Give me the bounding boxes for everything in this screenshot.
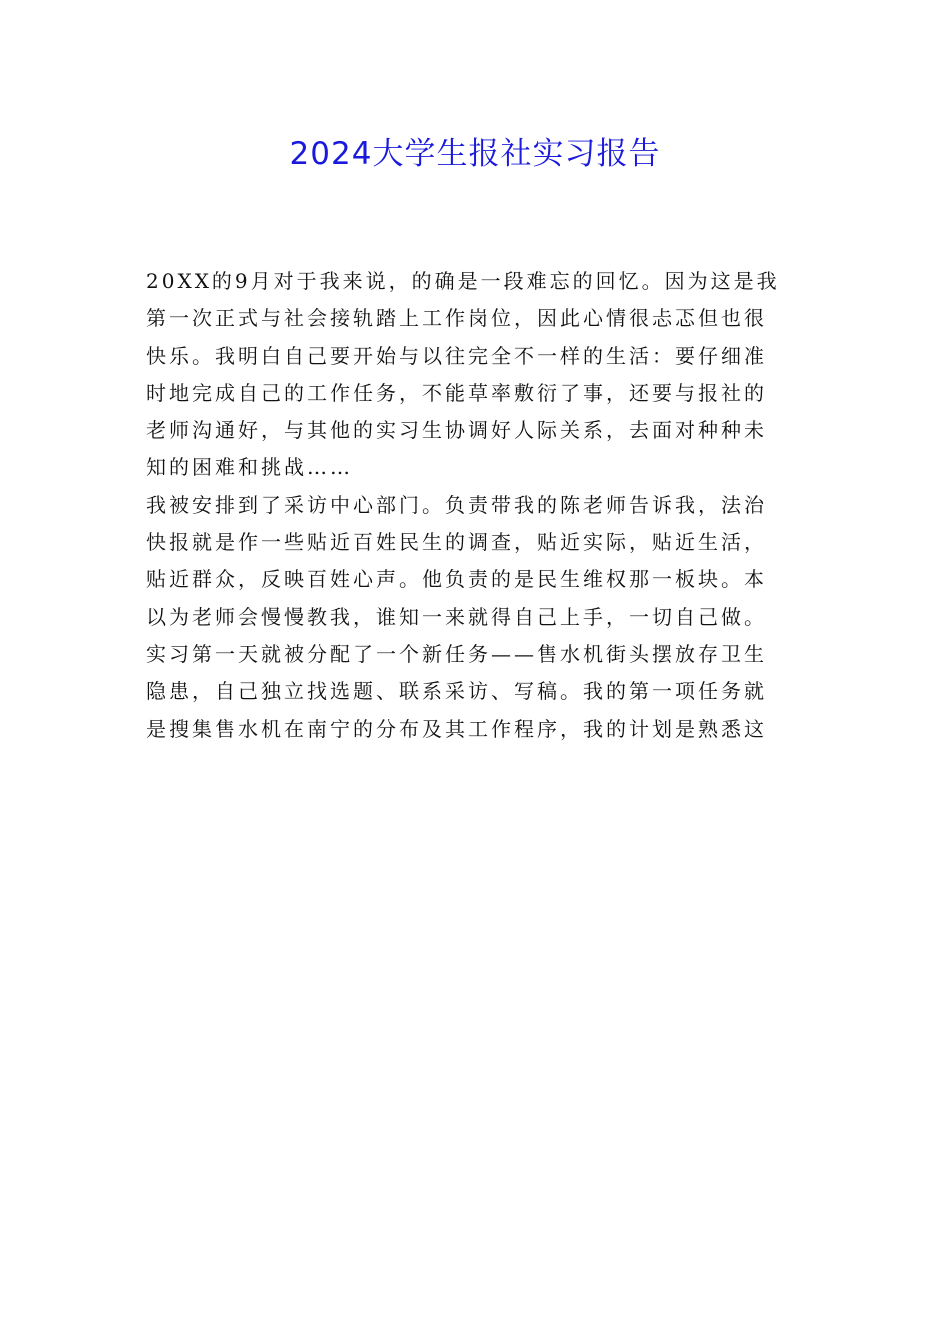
- text-line-11: 实习第一天就被分配了一个新任务——售水机街头摆放存卫生: [146, 641, 767, 666]
- document-body: [146, 263, 806, 748]
- text-line-13: 是搜集售水机在南宁的分布及其工作程序，我的计划是熟悉这: [146, 716, 767, 741]
- document-title: 2024大学生报社实习报告: [289, 136, 661, 172]
- text-line-4: 时地完成自己的工作任务，不能草率敷衍了事，还要与报社的: [146, 380, 767, 405]
- text-line-10: 以为老师会慢慢教我，谁知一来就得自己上手，一切自己做。: [146, 604, 767, 629]
- text-line-1: 20XX的9月对于我来说，的确是一段难忘的回忆。因为这是我: [146, 269, 780, 293]
- text-line-6: 知的困难和挑战……: [146, 455, 353, 480]
- text-line-8: 快报就是作一些贴近百姓民生的调查，贴近实际，贴近生活，: [146, 530, 767, 555]
- text-line-9: 贴近群众，反映百姓心声。他负责的是民生维权那一板块。本: [146, 567, 767, 592]
- text-line-2: 第一次正式与社会接轨踏上工作岗位，因此心情很忐忑但也很: [146, 306, 767, 331]
- text-line-5: 老师沟通好，与其他的实习生协调好人际关系，去面对种种未: [146, 418, 767, 443]
- text-line-12: 隐患，自己独立找选题、联系采访、写稿。我的第一项任务就: [146, 679, 767, 704]
- text-line-7: 我被安排到了采访中心部门。负责带我的陈老师告诉我，法治: [146, 492, 767, 517]
- text-line-3: 快乐。我明白自己要开始与以往完全不一样的生活：要仔细准: [146, 343, 767, 368]
